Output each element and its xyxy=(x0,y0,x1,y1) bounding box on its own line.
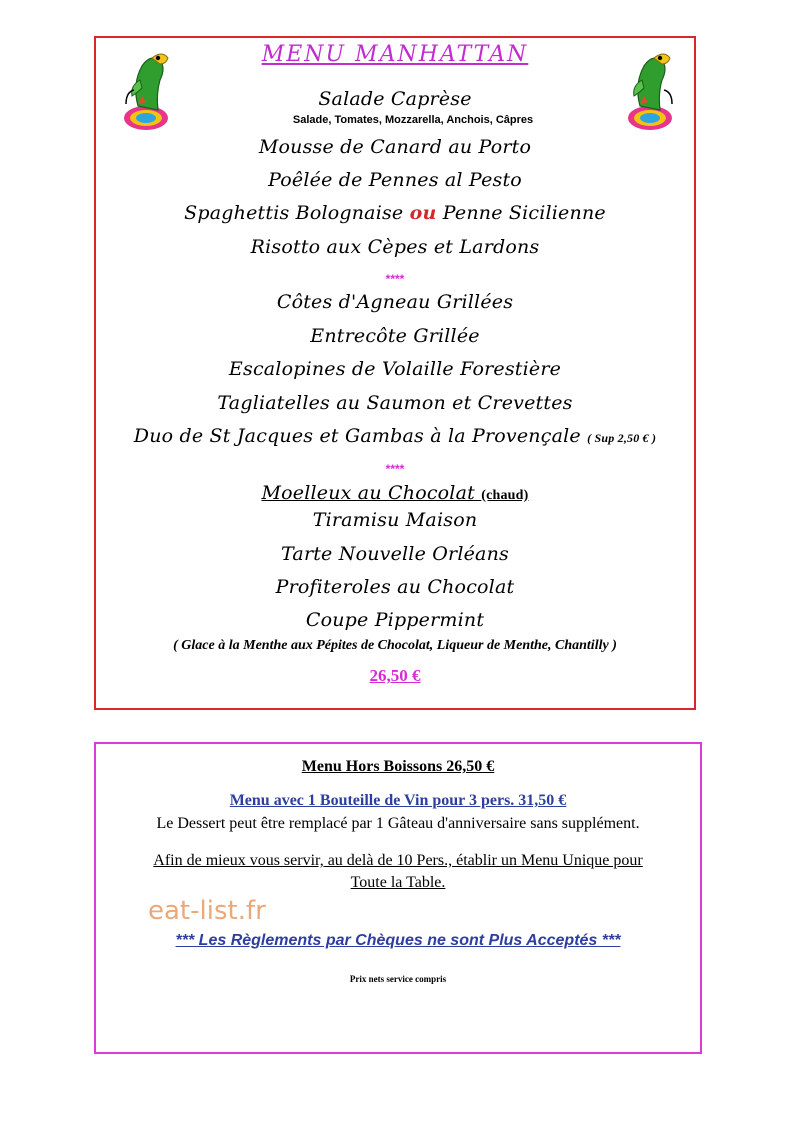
group-note-line2: Toute la Table. xyxy=(350,874,446,891)
dessert-note: Le Dessert peut être remplacé par 1 Gâteau d'anniversaire sans supplément. xyxy=(156,815,640,832)
separator: **** xyxy=(385,272,405,286)
menu-hors-boissons: Menu Hors Boissons 26,50 € xyxy=(301,758,495,775)
menu-title: MENU MANHATTAN xyxy=(261,42,529,67)
or-word: ou xyxy=(409,202,437,224)
dish-dessert: Tarte Nouvelle Orléans xyxy=(281,543,509,565)
dessert-description: ( Glace à la Menthe aux Pépites de Chocolat, Liqueur de Menthe, Chantilly ) xyxy=(173,638,617,653)
dish-dessert: Profiteroles au Chocolat xyxy=(275,576,515,598)
dish-starter: Risotto aux Cèpes et Lardons xyxy=(250,236,540,258)
dish-starter: Salade Caprèse xyxy=(318,88,472,110)
group-note-line1: Afin de mieux vous servir, au delà de 10 Pers., établir un Menu Unique pour xyxy=(153,852,643,869)
dish-dessert xyxy=(96,482,694,504)
cheques-notice xyxy=(96,932,700,950)
dish-main: Côtes d'Agneau Grillées xyxy=(276,291,514,313)
dish-starter-choice xyxy=(96,202,694,224)
dish-starter: Mousse de Canard au Porto xyxy=(258,136,532,158)
dish-name: Moelleux au Chocolat xyxy=(261,482,475,504)
dish-description: Salade, Tomates, Mozzarella, Anchois, Câpres xyxy=(292,114,534,126)
dish-dessert: Tiramisu Maison xyxy=(312,509,478,531)
prix-nets: Prix nets service compris xyxy=(349,974,447,984)
dish-main: Entrecôte Grillée xyxy=(310,325,480,347)
cheques-text: *** Les Règlements par Chèques ne sont Plus Acceptés *** xyxy=(175,932,621,949)
dish-starter: Poêlée de Pennes al Pesto xyxy=(268,169,522,191)
dish-name: Duo de St Jacques et Gambas à la Provençale xyxy=(133,425,581,447)
dish-dessert: Coupe Pippermint xyxy=(305,609,485,631)
watermark: eat-list.fr xyxy=(148,896,266,926)
dish-main: Tagliatelles au Saumon et Crevettes xyxy=(217,392,573,414)
menu-avec-vin: Menu avec 1 Bouteille de Vin pour 3 pers. 31,50 € xyxy=(229,792,567,809)
dish-main: Escalopines de Volaille Forestière xyxy=(228,358,562,380)
separator: **** xyxy=(385,462,405,476)
menu-price: 26,50 € xyxy=(369,666,421,685)
dish-main-special xyxy=(96,425,694,447)
dish-option: Spaghettis Bolognaise xyxy=(184,202,404,224)
menu-card xyxy=(94,36,696,710)
supplement-note: ( Sup 2,50 € ) xyxy=(587,431,657,445)
dish-option: Penne Sicilienne xyxy=(442,202,606,224)
dessert-note: (chaud) xyxy=(481,488,529,503)
